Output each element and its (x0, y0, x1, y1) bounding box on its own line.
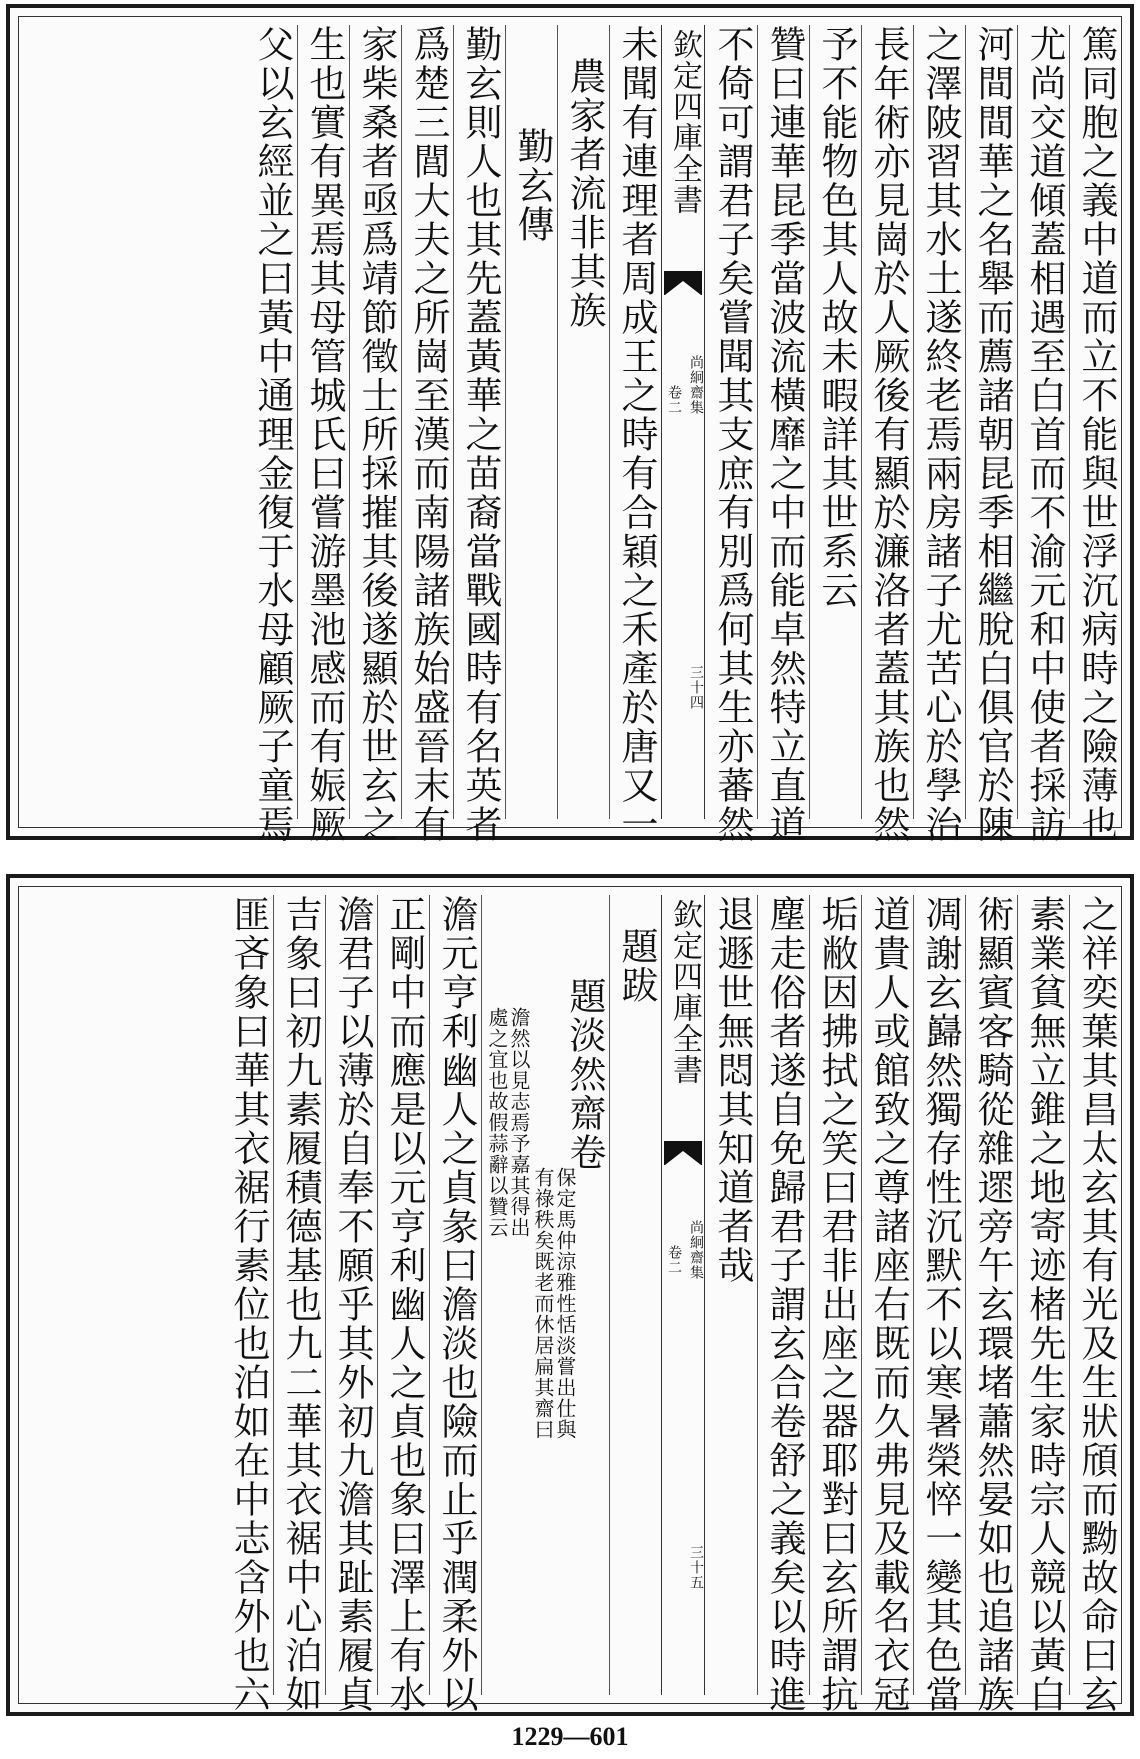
annotation-column: 保定馬仲涼雅性恬淡嘗出仕與 (553, 1167, 577, 1440)
text-column: 篤同胞之義中道而立不能與世浮沉病時之險薄也 (1075, 25, 1118, 844)
text-column: 未聞有連理者周成王之時有合穎之禾產於唐又一 (615, 25, 658, 844)
text-column: 澹君子以薄於自奉不願乎其外初九澹其趾素履貞 (331, 895, 374, 1714)
text-column: 澹元亨利幽人之貞彖曰澹淡也險而止乎潤柔外以 (435, 895, 478, 1714)
annotation-column: 澹然以見志焉予嘉其得出 (507, 1007, 531, 1238)
text-column: 匪吝象曰華其衣裾行素位也泊如在中志含外也六 (227, 895, 270, 1714)
text-column: 不倚可謂君子矣嘗聞其支庶有別爲何其生亦蕃然 (711, 25, 754, 844)
text-column: 吉象曰初九素履積德基也九二華其衣裾中心泊如 (279, 895, 322, 1714)
text-column: 正剛中而應是以元亨利幽人之貞也象曰澤上有水 (383, 895, 426, 1714)
text-column: 父以玄經並之曰黃中通理金復于水母顧厥子童焉 (251, 25, 294, 844)
text-column: 贊曰連華昆季當波流橫靡之中而能卓然特立直道 (763, 25, 806, 844)
text-column: 河間間華之名舉而薦諸朝昆季相繼脫白俱官於陳 (971, 25, 1014, 844)
annotation-column: 有祿秩矣既老而休居扁其齋曰 (531, 1167, 555, 1440)
center-fold-column (661, 25, 705, 819)
text-column: 之澤陂習其水土遂終老焉兩房諸子尤苦心於學治 (919, 25, 962, 844)
folio-number: 三十五 (688, 1545, 704, 1590)
juan-label: 卷二 (666, 1245, 682, 1275)
juan-label: 卷二 (666, 385, 682, 415)
text-column: 家柴桑者亟爲靖節徵士所採摧其後遂顯於世玄之 (355, 25, 398, 844)
page-number: 1229—601 (511, 1722, 629, 1751)
text-column: 之祥奕葉其昌太玄其有光及生狀頎而黝故命曰玄 (1075, 895, 1118, 1714)
text-column: 農家者流非其族 (563, 57, 606, 330)
book-title: 欽定四庫全書 (667, 29, 702, 215)
collection-title: 尚絅齋集 (688, 355, 704, 415)
text-column: 長年術亦見崗於人厥後有顯於濂洛者蓋其族也然 (867, 25, 910, 844)
fishtail-mark (664, 271, 702, 295)
center-fold-column (661, 895, 705, 1695)
top-page-frame (18, 16, 1122, 844)
text-column: 予不能物色其人故未暇詳其世系云 (815, 25, 858, 610)
text-column: 勤玄則人也其先蓋黃華之苗裔當戰國時有名英者 (459, 25, 502, 844)
bottom-page-frame (18, 886, 1122, 1714)
book-title: 欽定四庫全書 (667, 899, 702, 1085)
text-column: 素業貧無立錐之地寄迹楮先生家時宗人競以黃白 (1023, 895, 1066, 1714)
annotation-column: 處之宜也故假蒜辭以贊云 (485, 1007, 509, 1238)
text-column: 退遯世無悶其知道者哉 (711, 895, 754, 1285)
text-column: 術顯賓客騎從雜遝旁午玄環堵蕭然晏如也追諸族 (971, 895, 1014, 1714)
section-heading: 勤玄傳 (511, 127, 554, 244)
essay-title: 題淡然齋卷 (563, 977, 606, 1172)
text-column: 道貴人或館致之尊諸座右既而久弗見及載名衣冠 (867, 895, 910, 1714)
text-column: 尤尚交道傾蓋相遇至白首而不渝元和中使者採訪 (1023, 25, 1066, 844)
section-heading: 題跋 (615, 927, 658, 1005)
text-column: 凋謝玄巋然獨存性沉默不以寒暑榮悴一變其色當 (919, 895, 962, 1714)
text-column: 垢敝因拂拭之笑曰君非出座之器耶對曰玄所謂抗 (815, 895, 858, 1714)
text-column: 生也實有異焉其母管城氏曰嘗游墨池感而有娠厥 (303, 25, 346, 844)
collection-title: 尚絅齋集 (688, 1220, 704, 1280)
folio-number: 三十四 (688, 665, 704, 710)
text-column: 爲楚三閭大夫之所崗至漢而南陽諸族始盛晉末有 (407, 25, 450, 844)
bottom-page-panel (6, 874, 1134, 1716)
top-page-panel (6, 4, 1134, 844)
fishtail-mark (664, 1141, 702, 1165)
text-column: 塵走俗者遂自免歸君子謂玄合卷舒之義矣以時進 (763, 895, 806, 1714)
